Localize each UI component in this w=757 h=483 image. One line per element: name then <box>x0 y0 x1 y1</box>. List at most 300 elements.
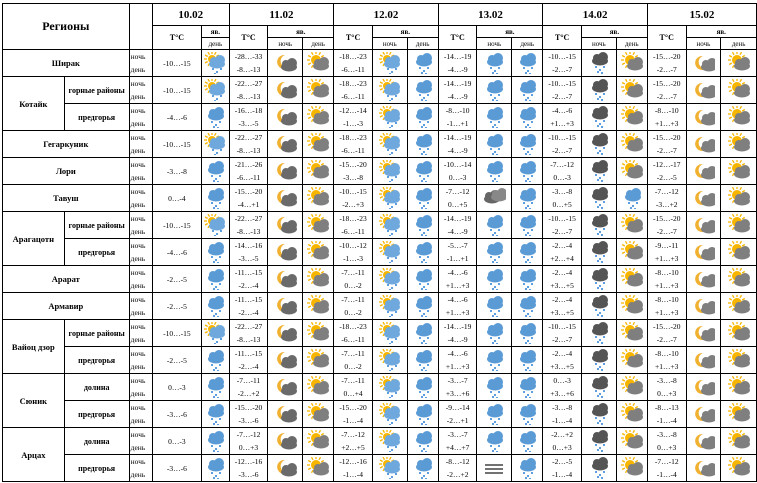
day-label: день <box>407 38 438 50</box>
cloud-snow-icon <box>411 52 435 74</box>
temp-range: -10…-15 -2…-7 <box>543 320 582 347</box>
night-icon-cell <box>477 77 512 104</box>
moon-icon <box>691 214 715 236</box>
day-icon-cell <box>721 131 757 158</box>
cloud-snow-icon <box>203 457 227 479</box>
temp-label: T°C <box>229 26 268 50</box>
sun-snow-icon <box>378 430 402 452</box>
day-icon-cell <box>512 158 543 185</box>
weather-icon-cell <box>202 50 230 77</box>
sun-cloud-icon <box>306 133 330 155</box>
cloud-snow-icon <box>515 295 539 317</box>
night-icon-cell <box>686 293 721 320</box>
temp-value: -2…-5 <box>152 266 201 293</box>
cloud-icon <box>482 187 506 209</box>
night-icon-cell <box>581 131 616 158</box>
temp-range: -10…-14 0…-3 <box>438 158 477 185</box>
sun-snow-icon <box>378 106 402 128</box>
sun-snow-icon <box>203 52 227 74</box>
temp-range: -4…-6 +1…+3 <box>438 266 477 293</box>
sun-cloud-icon <box>727 52 751 74</box>
day-icon-cell <box>512 50 543 77</box>
table-row <box>3 293 757 320</box>
day-icon-cell <box>616 77 647 104</box>
cloud-snow-icon <box>515 187 539 209</box>
day-icon-cell <box>616 455 647 482</box>
night-icon-cell <box>686 131 721 158</box>
sun-cloud-icon <box>727 403 751 425</box>
temp-range: -22…-27 -8…-13 <box>229 212 268 239</box>
sun-snow-icon <box>378 295 402 317</box>
sun-cloud-icon <box>620 160 644 182</box>
day-icon-cell <box>721 50 757 77</box>
day-icon-cell <box>303 320 334 347</box>
night-icon-cell <box>268 428 303 455</box>
moon-icon <box>691 376 715 398</box>
temp-value: -2…-5 <box>152 347 201 374</box>
cloud-snow-icon <box>515 241 539 263</box>
night-icon-cell <box>372 50 407 77</box>
cloud-snow-icon <box>482 295 506 317</box>
temp-value: -3…-6 <box>152 401 201 428</box>
night-icon-cell <box>372 266 407 293</box>
temp-range: -10…-15 -2…+3 <box>334 185 373 212</box>
cloud-snow-icon <box>203 160 227 182</box>
temp-range: -14…-19 -4…-9 <box>438 212 477 239</box>
day-icon-cell <box>616 104 647 131</box>
weather-icon-cell <box>202 266 230 293</box>
cloud-snow-icon <box>411 295 435 317</box>
temp-range: -15…-20 -3…-8 <box>334 158 373 185</box>
sun-cloud-icon <box>306 52 330 74</box>
cloud-snow-icon <box>411 133 435 155</box>
day-icon-cell <box>721 239 757 266</box>
night-icon-cell <box>477 185 512 212</box>
day-icon-cell <box>721 374 757 401</box>
table-row <box>3 158 757 185</box>
night-icon-cell <box>372 320 407 347</box>
night-icon-cell <box>372 185 407 212</box>
moon-icon <box>691 52 715 74</box>
temp-value: -10…-15 <box>152 50 201 77</box>
cloud-snow-icon <box>515 106 539 128</box>
temp-range: -8…-12 -2…+2 <box>438 455 477 482</box>
cloud-dark-snow-icon <box>587 187 611 209</box>
cloud-snow-icon <box>482 403 506 425</box>
day-icon-cell <box>303 50 334 77</box>
night-icon-cell <box>477 374 512 401</box>
table-row <box>3 185 757 212</box>
night-icon-cell <box>581 374 616 401</box>
moon-cloud-icon <box>273 52 297 74</box>
table-row <box>3 320 757 347</box>
sun-snow-icon <box>378 403 402 425</box>
temp-range: -7…-11 0…-2 <box>334 347 373 374</box>
night-day-labels: ночь день <box>129 239 152 266</box>
night-icon-cell <box>477 428 512 455</box>
night-icon-cell <box>477 50 512 77</box>
day-label: день <box>512 38 543 50</box>
day-icon-cell <box>303 374 334 401</box>
cloud-snow-icon <box>482 268 506 290</box>
temp-range: -7…-12 0…+5 <box>438 185 477 212</box>
temp-range: -7…-11 0…-2 <box>334 293 373 320</box>
temp-range: -3…-7 +3…+6 <box>438 374 477 401</box>
moon-cloud-icon <box>273 160 297 182</box>
region-name: Лори <box>3 158 130 185</box>
sun-snow-icon <box>378 241 402 263</box>
moon-icon <box>691 457 715 479</box>
day-icon-cell <box>303 455 334 482</box>
night-day-labels: ночь день <box>129 131 152 158</box>
night-icon-cell <box>477 239 512 266</box>
subregion-name: долина <box>64 428 129 455</box>
table-row <box>3 131 757 158</box>
subregion-name: предгорья <box>64 455 129 482</box>
sun-cloud-icon <box>620 430 644 452</box>
day-icon-cell <box>616 131 647 158</box>
temp-label: T°C <box>334 26 373 50</box>
cloud-snow-icon <box>482 322 506 344</box>
sun-cloud-icon <box>727 430 751 452</box>
night-icon-cell <box>372 131 407 158</box>
moon-cloud-icon <box>273 349 297 371</box>
night-day-labels: ночь день <box>129 77 152 104</box>
day-icon-cell <box>616 212 647 239</box>
day-icon-cell <box>616 185 647 212</box>
weather-icon-cell <box>202 293 230 320</box>
date-header-2: 11.02 <box>229 4 334 26</box>
temp-range: -5…-7 -1…+1 <box>438 239 477 266</box>
day-icon-cell <box>303 266 334 293</box>
table-row <box>3 212 757 239</box>
date-header-5: 14.02 <box>543 4 648 26</box>
temp-range: -3…-8 -1…-4 <box>543 401 582 428</box>
cloud-snow-icon <box>411 79 435 101</box>
night-icon-cell <box>686 374 721 401</box>
day-icon-cell <box>721 347 757 374</box>
cloud-snow-icon <box>203 349 227 371</box>
night-icon-cell <box>686 50 721 77</box>
cloud-snow-icon <box>411 160 435 182</box>
temp-value: -3…-8 <box>152 158 201 185</box>
yav-label: яв. <box>686 26 756 38</box>
night-icon-cell <box>268 50 303 77</box>
sun-snow-icon <box>203 322 227 344</box>
sun-snow-icon <box>203 214 227 236</box>
cloud-snow-icon <box>411 241 435 263</box>
moon-icon <box>691 187 715 209</box>
night-icon-cell <box>477 347 512 374</box>
table-row <box>3 428 757 455</box>
table-row <box>3 374 757 401</box>
cloud-dark-snow-icon <box>587 79 611 101</box>
region-name: Арагацотн <box>3 212 65 266</box>
region-name: Вайоц дзор <box>3 320 65 374</box>
night-icon-cell <box>268 320 303 347</box>
sun-snow-icon <box>378 376 402 398</box>
moon-icon <box>691 241 715 263</box>
weather-icon-cell <box>202 104 230 131</box>
cloud-snow-icon <box>515 214 539 236</box>
day-icon-cell <box>616 428 647 455</box>
cloud-dark-snow-icon <box>587 376 611 398</box>
night-icon-cell <box>581 77 616 104</box>
moon-icon <box>691 322 715 344</box>
cloud-snow-icon <box>515 376 539 398</box>
night-icon-cell <box>268 455 303 482</box>
cloud-dark-snow-icon <box>587 241 611 263</box>
temp-range: -18…-23 -6…-11 <box>334 50 373 77</box>
region-name: Сюник <box>3 374 65 428</box>
temp-range: -3…-8 0…+3 <box>647 428 686 455</box>
day-icon-cell <box>721 212 757 239</box>
weather-icon-cell <box>202 77 230 104</box>
cloud-snow-icon <box>482 133 506 155</box>
sun-snow-icon <box>378 322 402 344</box>
temp-range: -15…-20 -2…-7 <box>647 212 686 239</box>
cloud-snow-icon <box>482 106 506 128</box>
moon-cloud-icon <box>273 322 297 344</box>
region-name: Арцах <box>3 428 65 482</box>
temp-range: -9…-11 +1…+3 <box>647 239 686 266</box>
day-icon-cell <box>303 428 334 455</box>
day-icon-cell <box>616 401 647 428</box>
night-icon-cell <box>268 347 303 374</box>
temp-range: -7…-12 0…+3 <box>229 428 268 455</box>
moon-cloud-icon <box>273 133 297 155</box>
table-row <box>3 455 757 482</box>
cloud-dark-snow-icon <box>587 457 611 479</box>
day-icon-cell <box>407 212 438 239</box>
night-icon-cell <box>372 212 407 239</box>
night-icon-cell <box>686 347 721 374</box>
temp-range: -7…-12 0…-3 <box>543 158 582 185</box>
temp-range: -15…-20 -4…+1 <box>229 185 268 212</box>
night-day-labels: ночь день <box>129 212 152 239</box>
night-label: ночь <box>372 38 407 50</box>
temp-range: -7…-12 -3…+2 <box>647 185 686 212</box>
cloud-snow-icon <box>203 295 227 317</box>
moon-icon <box>691 430 715 452</box>
moon-icon <box>691 133 715 155</box>
cloud-dark-snow-icon <box>587 214 611 236</box>
moon-cloud-icon <box>273 79 297 101</box>
night-icon-cell <box>581 266 616 293</box>
region-name: Гегаркуник <box>3 131 130 158</box>
day-icon-cell <box>616 50 647 77</box>
temp-range: -18…-23 -6…-11 <box>334 77 373 104</box>
cloud-snow-icon <box>515 322 539 344</box>
night-icon-cell <box>686 239 721 266</box>
day-icon-cell <box>616 239 647 266</box>
sun-cloud-icon <box>620 322 644 344</box>
night-day-labels: ночь день <box>129 158 152 185</box>
day-icon-cell <box>407 455 438 482</box>
moon-cloud-icon <box>273 295 297 317</box>
sun-cloud-icon <box>620 241 644 263</box>
yav-label: яв. <box>477 26 543 38</box>
day-icon-cell <box>721 293 757 320</box>
temp-range: -10…-15 -2…-7 <box>543 131 582 158</box>
fog-icon <box>482 457 506 479</box>
day-icon-cell <box>616 158 647 185</box>
cloud-dark-snow-icon <box>587 349 611 371</box>
day-icon-cell <box>512 320 543 347</box>
cloud-snow-icon <box>203 241 227 263</box>
night-icon-cell <box>477 293 512 320</box>
temp-label: T°C <box>543 26 582 50</box>
sun-cloud-icon <box>727 187 751 209</box>
cloud-dark-snow-icon <box>587 322 611 344</box>
sun-cloud-icon <box>620 214 644 236</box>
temp-range: -2…-4 +3…+5 <box>543 266 582 293</box>
day-icon-cell <box>512 374 543 401</box>
night-icon-cell <box>581 104 616 131</box>
temp-value: -2…-5 <box>152 293 201 320</box>
weather-icon-cell <box>202 455 230 482</box>
cloud-dark-snow-icon <box>587 160 611 182</box>
cloud-snow-icon <box>515 160 539 182</box>
night-icon-cell <box>372 77 407 104</box>
region-name: Армавир <box>3 293 130 320</box>
night-icon-cell <box>686 104 721 131</box>
night-icon-cell <box>686 77 721 104</box>
day-label: день <box>721 38 757 50</box>
day-icon-cell <box>512 131 543 158</box>
weather-icon-cell <box>202 131 230 158</box>
temp-range: -3…-7 +4…+7 <box>438 428 477 455</box>
night-icon-cell <box>477 212 512 239</box>
temp-range: -12…-17 -2…-5 <box>647 158 686 185</box>
day-icon-cell <box>407 266 438 293</box>
cloud-snow-icon <box>482 52 506 74</box>
day-label: день <box>303 38 334 50</box>
temp-range: -4…-6 +1…+3 <box>543 104 582 131</box>
day-label: день <box>202 38 230 50</box>
sun-snow-icon <box>378 79 402 101</box>
weather-icon-cell <box>202 239 230 266</box>
cloud-dark-snow-icon <box>587 403 611 425</box>
temp-range: -8…-10 +1…+3 <box>647 104 686 131</box>
cloud-dark-snow-icon <box>587 268 611 290</box>
day-icon-cell <box>721 104 757 131</box>
temp-range: -10…-15 -2…-7 <box>543 77 582 104</box>
day-icon-cell <box>407 374 438 401</box>
cloud-snow-icon <box>482 160 506 182</box>
date-header-6: 15.02 <box>647 4 756 26</box>
day-icon-cell <box>407 185 438 212</box>
sun-cloud-icon <box>620 349 644 371</box>
day-icon-cell <box>512 185 543 212</box>
night-icon-cell <box>268 131 303 158</box>
moon-cloud-icon <box>273 106 297 128</box>
day-icon-cell <box>721 320 757 347</box>
day-icon-cell <box>721 428 757 455</box>
temp-range: -18…-23 -6…-11 <box>334 320 373 347</box>
cloud-snow-icon <box>203 268 227 290</box>
night-icon-cell <box>581 212 616 239</box>
yav-label: яв. <box>202 26 230 38</box>
cloud-dark-snow-icon <box>587 106 611 128</box>
sun-snow-icon <box>378 457 402 479</box>
cloud-snow-icon <box>411 430 435 452</box>
temp-value: -4…-6 <box>152 239 201 266</box>
moon-icon <box>691 403 715 425</box>
temp-range: 0…-3 +3…+6 <box>543 374 582 401</box>
sun-cloud-icon <box>727 241 751 263</box>
night-icon-cell <box>268 77 303 104</box>
weather-icon-cell <box>202 428 230 455</box>
table-row <box>3 239 757 266</box>
weather-icon-cell <box>202 212 230 239</box>
sun-cloud-icon <box>620 52 644 74</box>
temp-range: -22…-27 -8…-13 <box>229 131 268 158</box>
day-icon-cell <box>616 320 647 347</box>
sun-cloud-icon <box>727 214 751 236</box>
cloud-snow-icon <box>515 133 539 155</box>
night-icon-cell <box>268 212 303 239</box>
moon-cloud-icon <box>273 187 297 209</box>
temp-range: -15…-20 -2…-7 <box>647 77 686 104</box>
day-icon-cell <box>512 428 543 455</box>
night-icon-cell <box>372 428 407 455</box>
temp-range: -21…-26 -6…-11 <box>229 158 268 185</box>
cloud-snow-icon <box>515 430 539 452</box>
day-icon-cell <box>303 158 334 185</box>
temp-range: -15…-20 -2…-7 <box>647 320 686 347</box>
temp-range: -18…-23 -6…-11 <box>334 131 373 158</box>
sun-cloud-icon <box>620 106 644 128</box>
night-icon-cell <box>477 320 512 347</box>
day-icon-cell <box>616 374 647 401</box>
day-icon-cell <box>303 77 334 104</box>
night-icon-cell <box>268 158 303 185</box>
night-day-labels: ночь день <box>129 401 152 428</box>
sun-cloud-icon <box>306 295 330 317</box>
day-icon-cell <box>407 320 438 347</box>
cloud-dark-snow-icon <box>587 52 611 74</box>
day-icon-cell <box>512 347 543 374</box>
sun-cloud-icon <box>620 457 644 479</box>
night-icon-cell <box>268 104 303 131</box>
region-name: Ширак <box>3 50 130 77</box>
day-icon-cell <box>407 347 438 374</box>
day-icon-cell <box>407 401 438 428</box>
sun-cloud-icon <box>306 79 330 101</box>
sun-snow-icon <box>378 349 402 371</box>
sun-cloud-icon <box>727 160 751 182</box>
night-icon-cell <box>268 266 303 293</box>
cloud-snow-icon <box>620 187 644 209</box>
moon-icon <box>691 268 715 290</box>
temp-range: -2…-4 +3…+5 <box>543 293 582 320</box>
temp-range: -10…-15 -2…-7 <box>543 212 582 239</box>
day-icon-cell <box>303 401 334 428</box>
cloud-snow-icon <box>411 106 435 128</box>
moon-cloud-icon <box>273 268 297 290</box>
temp-range: -14…-19 -4…-9 <box>438 77 477 104</box>
day-icon-cell <box>407 158 438 185</box>
temp-range: -15…-20 -3…-6 <box>229 401 268 428</box>
night-label: ночь <box>268 38 303 50</box>
sun-cloud-icon <box>727 349 751 371</box>
night-icon-cell <box>581 401 616 428</box>
date-header-1: 10.02 <box>152 4 229 26</box>
subregion-name: горные районы <box>64 320 129 347</box>
weather-icon-cell <box>202 401 230 428</box>
sun-cloud-icon <box>306 187 330 209</box>
